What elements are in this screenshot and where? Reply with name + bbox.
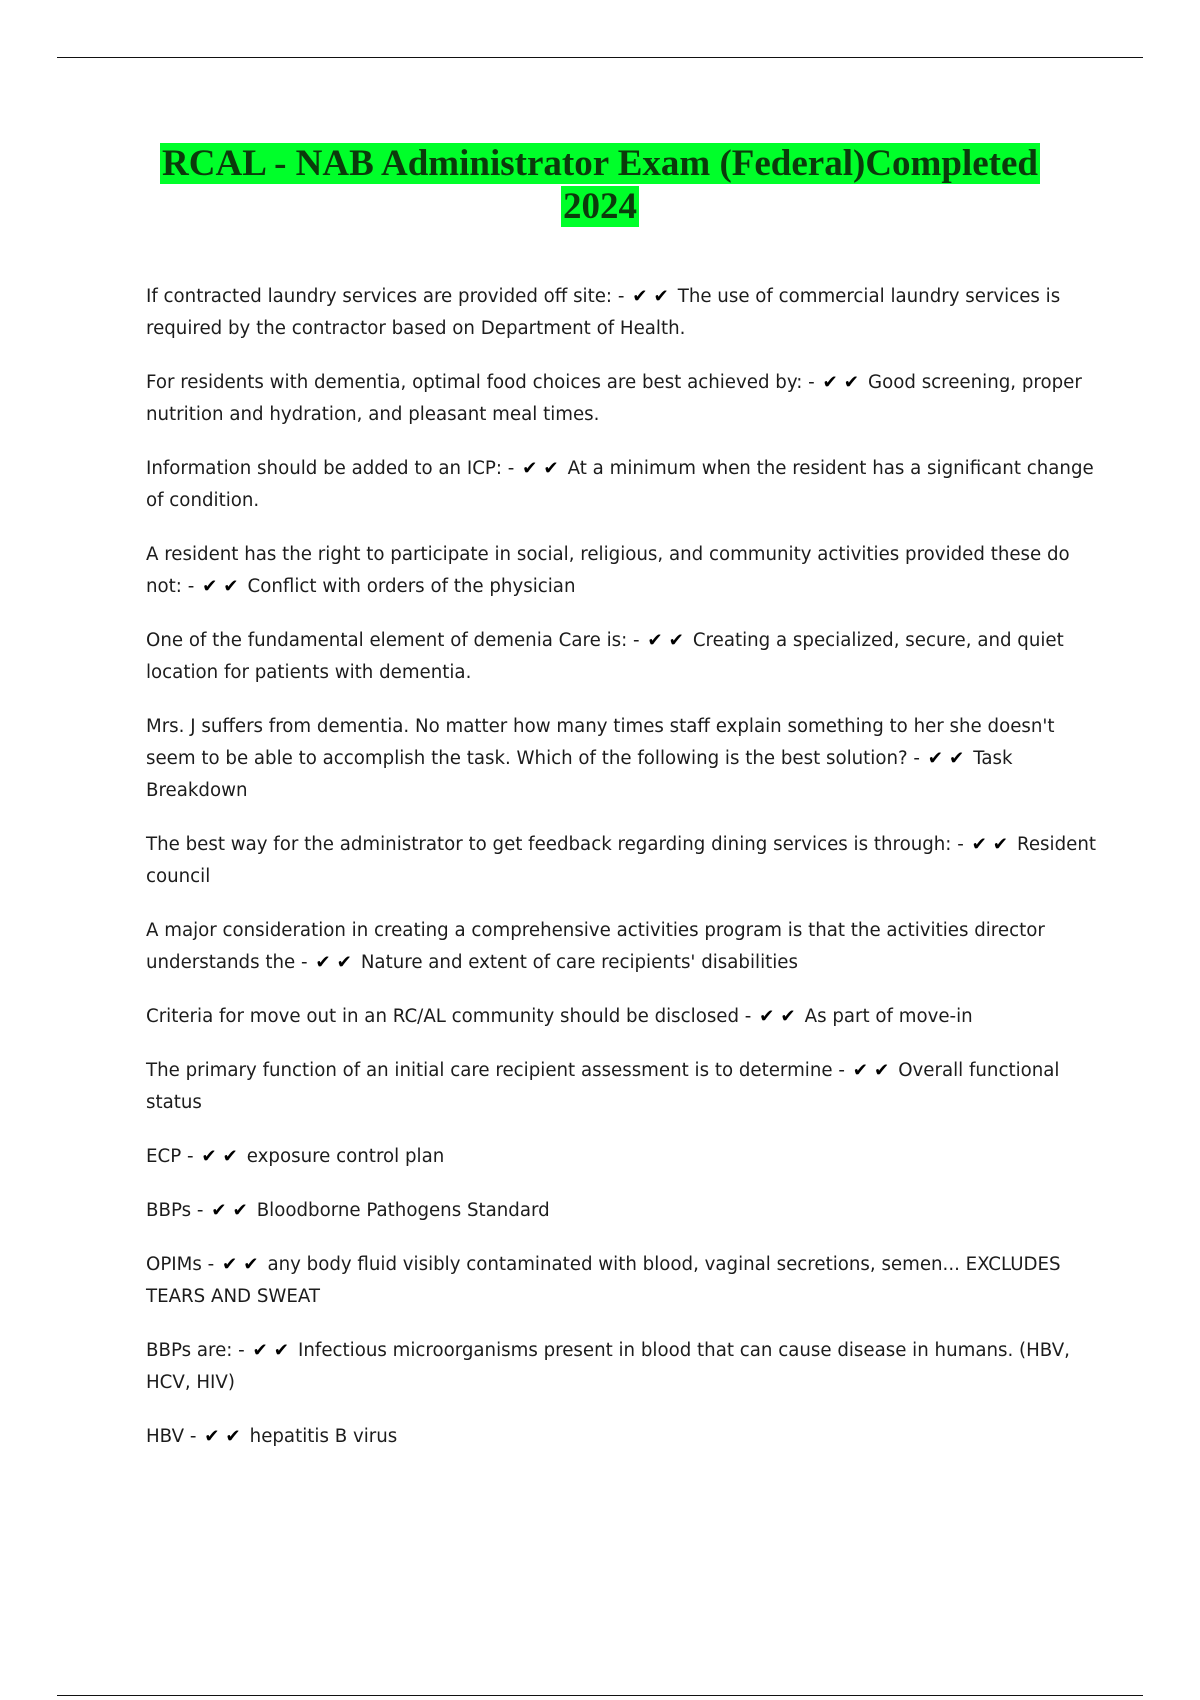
double-check-icon: ✔✔ [927,748,971,769]
question-text: For residents with dementia, optimal food choices are best achieved by: - [146,372,815,393]
double-check-icon: ✔✔ [204,1426,247,1447]
answer-text: Resident council [146,834,1096,887]
answer-text: Creating a specialized, secure, and quiet location for patients with dementia. [146,630,1064,683]
double-check-icon: ✔✔ [632,286,675,307]
question-text: ECP - [146,1146,194,1167]
double-check-icon: ✔✔ [759,1006,802,1027]
qa-item [146,367,1096,431]
question-text: HBV - [146,1426,197,1447]
question-text: Information should be added to an ICP: - [146,458,515,479]
question-text: The best way for the administrator to get feedback regarding dining services is through: - [146,834,964,855]
double-check-icon: ✔✔ [211,1200,254,1221]
answer-text: Good screening, proper nutrition and hydration, and pleasant meal times. [146,372,1082,425]
qa-item [146,1335,1096,1399]
question-text: Mrs. J suffers from dementia. No matter how many times staff explain something to her she doesn't seem to be able to accomplish the task. Which of the following is the best solution? - [146,716,1055,769]
answer-text: As part of move-in [804,1006,973,1027]
question-text: A resident has the right to participate in social, religious, and community activities provided these do not: - [146,544,1070,597]
question-text: One of the fundamental element of demenia Care is: - [146,630,640,651]
question-text: The primary function of an initial care recipient assessment is to determine - [146,1060,845,1081]
top-rule [57,57,1143,58]
title-line-2: 2024 [563,186,637,227]
bottom-rule [57,1695,1143,1696]
double-check-icon: ✔✔ [202,576,245,597]
question-text: OPIMs - [146,1254,215,1275]
double-check-icon: ✔✔ [971,834,1015,855]
question-text: BBPs are: - [146,1340,245,1361]
answer-text: Infectious microorganisms present in blood that can cause disease in humans. (HBV, HCV, HIV) [146,1340,1070,1393]
answer-text: Overall functional status [146,1060,1060,1113]
qa-item [146,711,1096,807]
answer-text: At a minimum when the resident has a significant change of condition. [146,458,1094,511]
title-line-1: RCAL - NAB Administrator Exam (Federal)Completed [162,143,1038,184]
double-check-icon: ✔✔ [822,372,866,393]
double-check-icon: ✔✔ [647,630,690,651]
answer-text: Bloodborne Pathogens Standard [256,1200,550,1221]
answer-text: The use of commercial laundry services is required by the contractor based on Department of Health. [146,286,1061,339]
qa-item [146,829,1096,893]
question-text: A major consideration in creating a comprehensive activities program is that the activities director understands the - [146,920,1045,973]
qa-item [146,1141,1096,1173]
qa-list [146,281,1096,1475]
qa-item [146,1001,1096,1033]
answer-text: Task Breakdown [146,748,1013,801]
qa-item [146,539,1096,603]
answer-text: Conflict with orders of the physician [247,576,576,597]
document-title [60,142,1140,228]
qa-item [146,915,1096,979]
double-check-icon: ✔✔ [252,1340,296,1361]
qa-item [146,1055,1096,1119]
answer-text: any body fluid visibly contaminated with blood, vaginal secretions, semen... EXCLUDES TEARS AND SWEAT [146,1254,1061,1307]
answer-text: Nature and extent of care recipients' disabilities [360,952,798,973]
qa-item [146,453,1096,517]
qa-item [146,1195,1096,1227]
question-text: If contracted laundry services are provided off site: - [146,286,625,307]
qa-item [146,1249,1096,1313]
qa-item [146,281,1096,345]
double-check-icon: ✔✔ [221,1254,265,1275]
answer-text: exposure control plan [246,1146,445,1167]
double-check-icon: ✔✔ [852,1060,896,1081]
question-text: Criteria for move out in an RC/AL community should be disclosed - [146,1006,752,1027]
double-check-icon: ✔✔ [522,458,565,479]
answer-text: hepatitis B virus [249,1426,398,1447]
double-check-icon: ✔✔ [201,1146,244,1167]
double-check-icon: ✔✔ [315,952,358,973]
qa-item [146,1421,1096,1453]
question-text: BBPs - [146,1200,204,1221]
qa-item [146,625,1096,689]
